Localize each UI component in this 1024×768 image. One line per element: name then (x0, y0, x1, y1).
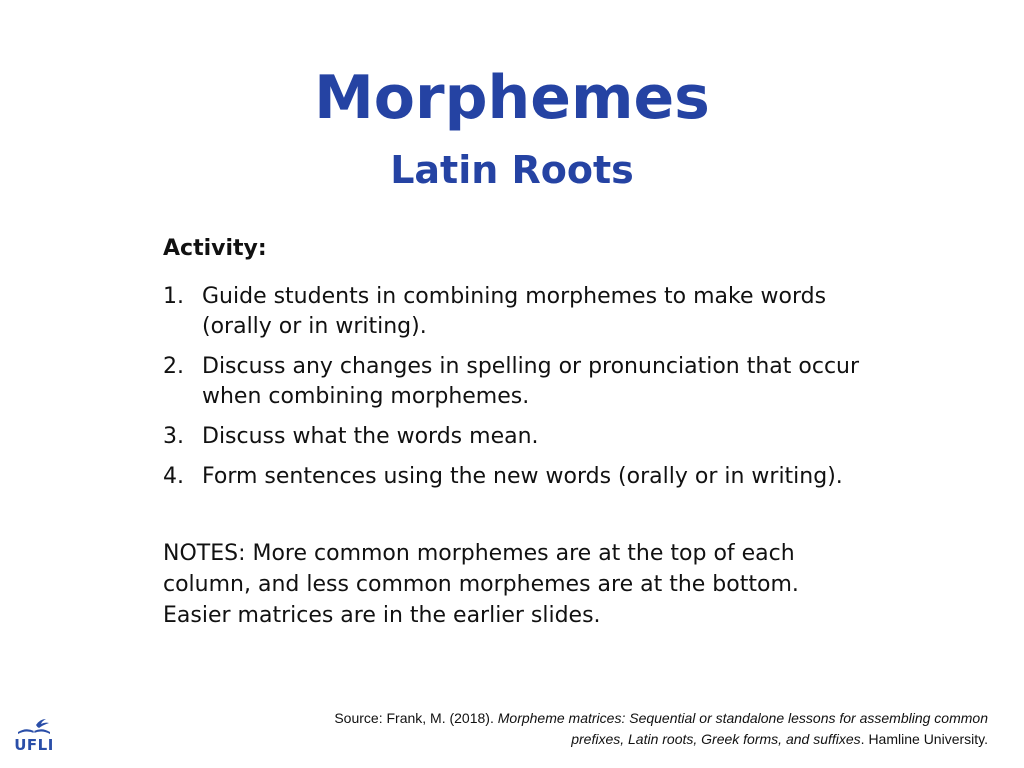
step-text: Guide students in combining morphemes to make words (orally or in writing). (202, 284, 827, 339)
open-book-bird-icon (12, 716, 56, 736)
step-text: Discuss what the words mean. (202, 424, 539, 449)
step-number: 1. (163, 284, 184, 309)
step-number: 3. (163, 424, 184, 449)
source-prefix: Source: Frank, M. (2018). (334, 710, 498, 726)
ufli-logo (12, 716, 56, 758)
activity-heading: Activity: (163, 236, 267, 261)
step-number: 4. (163, 464, 184, 489)
activity-steps-list (163, 282, 863, 492)
logo-text: UFLI (14, 736, 54, 754)
step-text: Discuss any changes in spelling or pronunciation that occur when combining morphemes. (202, 354, 860, 409)
list-item-step-4 (163, 462, 863, 492)
list-item-step-3 (163, 422, 863, 452)
step-number: 2. (163, 354, 184, 379)
list-item-step-1 (163, 282, 863, 342)
notes-text: NOTES: More common morphemes are at the top of each column, and less common morphemes are at the bottom. Easier matrices are in the earlier slides. (163, 541, 799, 628)
source-citation (328, 708, 988, 750)
source-suffix: . Hamline University. (860, 731, 988, 747)
slide-title: Morphemes (314, 63, 710, 133)
source-work-title: Morpheme matrices: Sequential or standalone lessons for assembling common prefixes, Latin roots, Greek forms, and suffixes (497, 710, 988, 747)
slide-body (163, 234, 863, 631)
list-item-step-2 (163, 352, 863, 412)
step-text: Form sentences using the new words (orally or in writing). (202, 464, 843, 489)
slide-subtitle: Latin Roots (390, 148, 634, 192)
